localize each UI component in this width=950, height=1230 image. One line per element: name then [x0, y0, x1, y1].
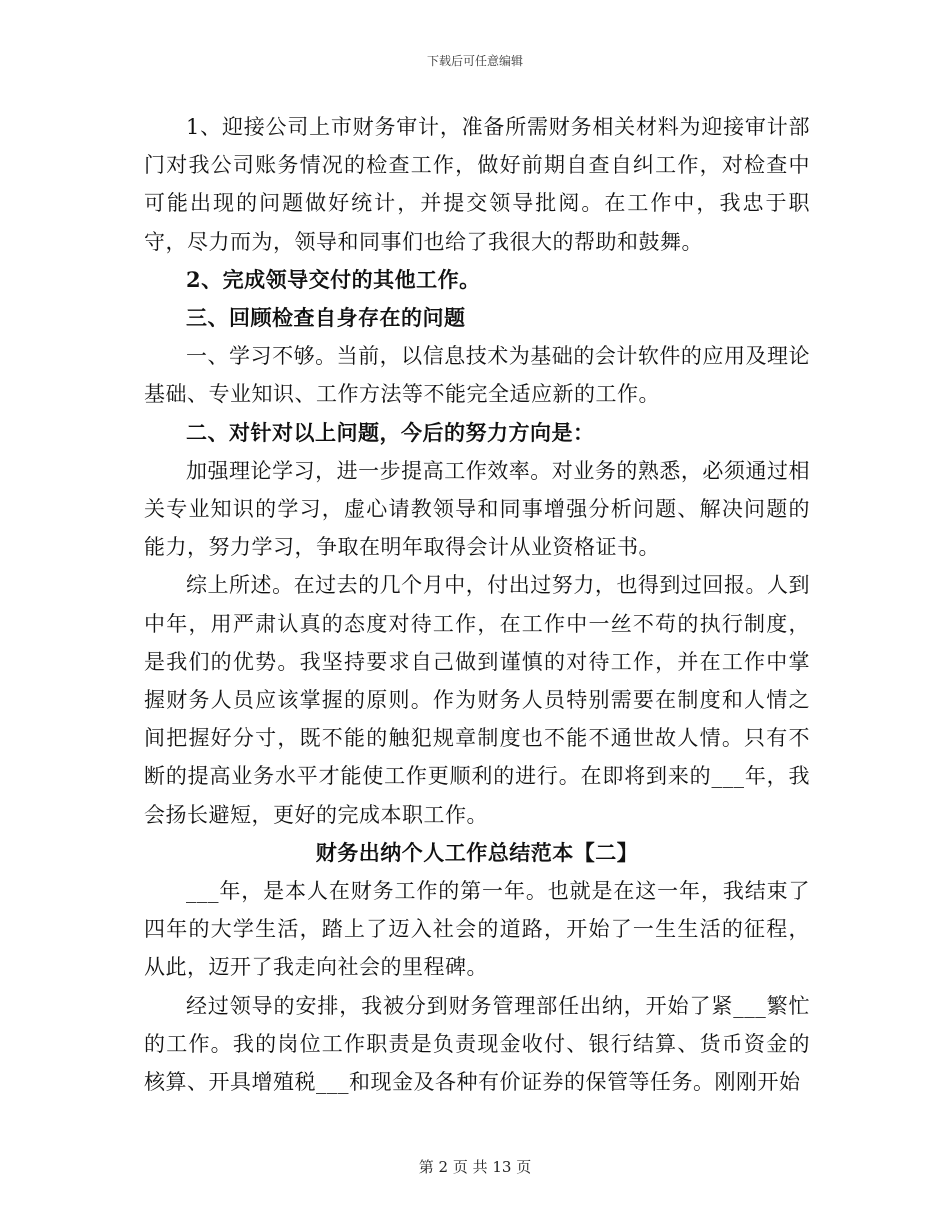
page-header: 下载后可任意编辑 [426, 54, 523, 68]
section-heading-direction: 二、对针对以上问题，今后的努力方向是： [186, 419, 595, 445]
paragraph-study-insufficient: 一、学习不够。当前，以信息技术为基础的会计软件的应用及理论基础、专业知识、工作方法等不能完全适应新的工作。 [144, 344, 810, 407]
paragraph-first-year: ___年，是本人在财务工作的第一年。也就是在这一年，我结束了四年的大学生活，踏上了迈入社会的道路，开始了一生生活的征程，从此，迈开了我走向社会的里程碑。 [144, 879, 810, 980]
document-body [144, 108, 810, 1101]
section-heading-problems: 三、回顾检查自身存在的问题 [186, 305, 466, 331]
paragraph-strengthen-study: 加强理论学习，进一步提高工作效率。对业务的熟悉，必须通过相关专业知识的学习，虚心请教领导和同事增强分析问题、解决问题的能力，努力学习，争取在明年取得会计从业资格证书。 [144, 458, 810, 560]
paragraph-other-work: 2、完成领导交付的其他工作。 [186, 266, 481, 292]
paragraph-summary: 综上所述。在过去的几个月中，付出过努力，也得到过回报。人到中年，用严肃认真的态度对待工作，在工作中一丝不苟的执行制度，是我们的优势。我坚持要求自己做到谨慎的对待工作，并在工作中掌握财务人员应该掌握的原则。作为财务人员特别需要在制度和人情之间把握好分寸，既不能的触犯规章制度也不能不通世故人情。只有不断的提高业务水平才能使工作更顺利的进行。在即将到来的___年，我会扬长避短，更好的完成本职工作。 [144, 573, 810, 827]
paragraph-job-duties: 经过领导的安排，我被分到财务管理部任出纳，开始了紧___繁忙的工作。我的岗位工作职责是负责现金收付、银行结算、货币资金的核算、开具增殖税___和现金及各种有价证券的保管等任务。刚刚开始 [144, 993, 810, 1095]
document-title-part-two: 财务出纳个人工作总结范本【二】 [315, 839, 639, 865]
page-number: 第 2 页 共 13 页 [418, 1158, 532, 1176]
paragraph-audit-work: 1、迎接公司上市财务审计，准备所需财务相关材料为迎接审计部门对我公司账务情况的检查工作，做好前期自查自纠工作，对检查中可能出现的问题做好统计，并提交领导批阅。在工作中，我忠于职守，尽力而为，领导和同事们也给了我很大的帮助和鼓舞。 [144, 115, 810, 254]
